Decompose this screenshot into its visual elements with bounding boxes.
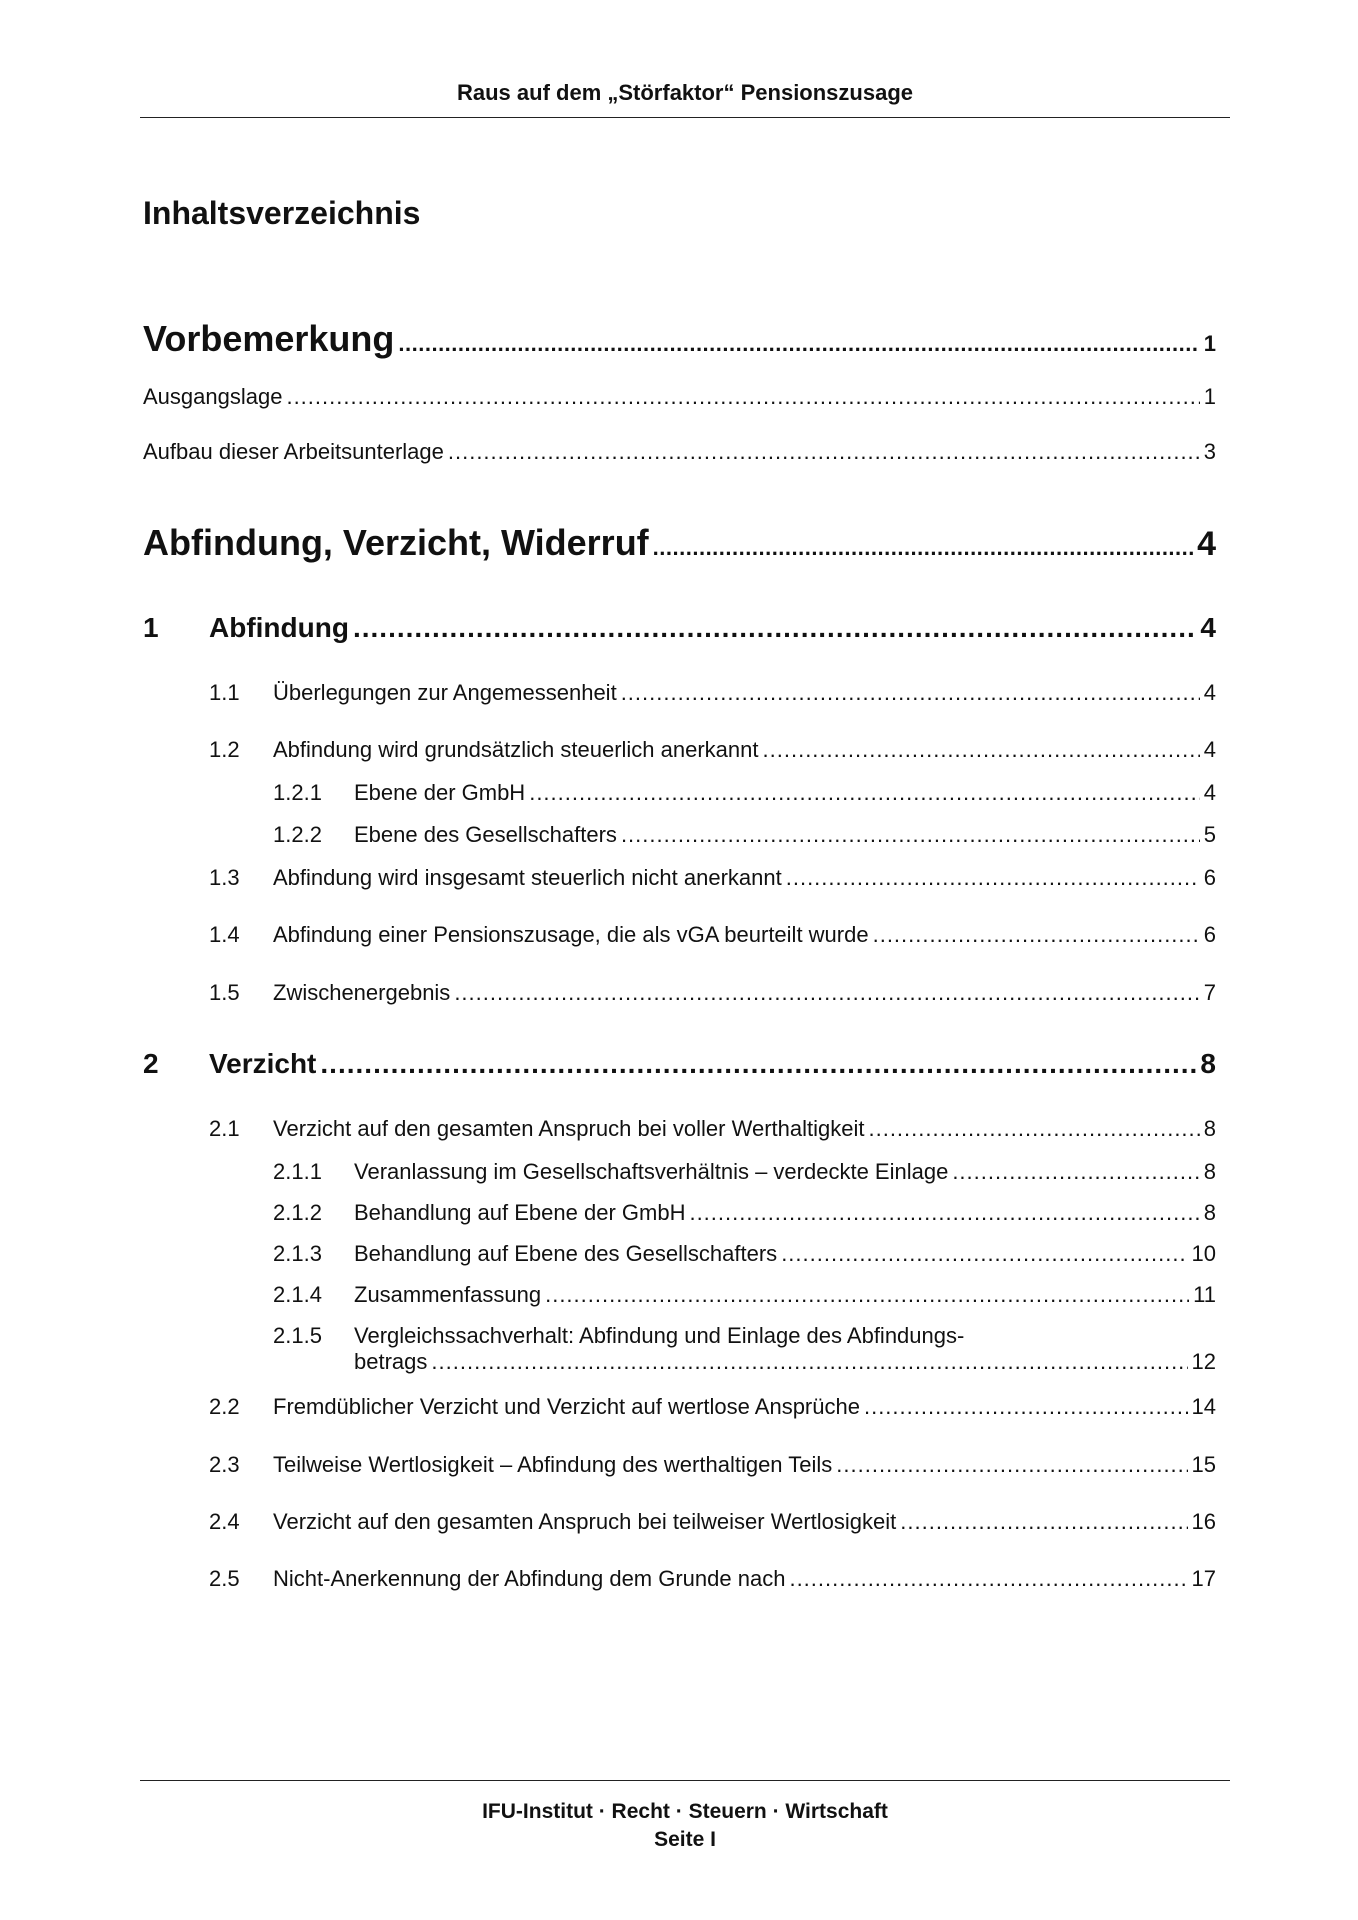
toc-entry-number: 1.2.1: [273, 780, 322, 805]
toc-page-number: 4: [1200, 612, 1216, 643]
toc-entry-number: 1.1: [209, 680, 240, 705]
toc-entry-title: Zusammenfassung: [354, 1282, 542, 1307]
toc-page-number: 15: [1191, 1452, 1216, 1477]
toc-entry-abfindung-verzicht-widerruf[interactable]: [143, 522, 1216, 564]
toc-entry-chapter-1[interactable]: [143, 612, 1216, 644]
toc-leader: [286, 384, 1199, 410]
toc-entry-title: Behandlung auf Ebene der GmbH: [354, 1200, 686, 1225]
toc-page-number: 1: [1203, 331, 1216, 356]
toc-page-number: 4: [1203, 780, 1216, 805]
toc-page-number: 6: [1203, 865, 1216, 890]
toc-entry-2-5[interactable]: [209, 1566, 1216, 1592]
toc-leader: [353, 612, 1196, 644]
toc-page-number: 6: [1203, 922, 1216, 947]
toc-entry-title: Abfindung wird insgesamt steuerlich nicht anerkannt: [273, 865, 782, 890]
toc-entry-2-3[interactable]: [209, 1452, 1216, 1478]
toc-page-number: 4: [1203, 680, 1216, 705]
toc-entry-number: 2.3: [209, 1452, 240, 1477]
toc-entry-number: 1.5: [209, 980, 240, 1005]
toc-leader: [873, 922, 1200, 948]
toc-entry-number: 2.1.2: [273, 1200, 322, 1225]
toc-leader: [529, 780, 1200, 806]
toc-entry-title: Behandlung auf Ebene des Gesellschafters: [354, 1241, 778, 1266]
toc-leader: [952, 1159, 1199, 1185]
toc-leader: [454, 980, 1199, 1006]
toc-entry-number: 1.3: [209, 865, 240, 890]
footer-institute: IFU-Institut · Recht · Steuern · Wirtschaft: [482, 1800, 888, 1823]
toc-entry-title: Verzicht auf den gesamten Anspruch bei voller Werthaltigkeit: [273, 1116, 865, 1141]
toc-entry-ausgangslage[interactable]: [143, 384, 1216, 410]
toc-page-number: 7: [1203, 980, 1216, 1005]
toc-entry-title: Verzicht: [209, 1048, 317, 1079]
toc-entry-title: Zwischenergebnis: [273, 980, 451, 1005]
toc-entry-title: Vergleichssachverhalt: Abfindung und Einlage des Abfindungs-: [354, 1323, 965, 1348]
footer-page-label: Seite I: [654, 1828, 716, 1851]
toc-leader: [836, 1452, 1187, 1478]
toc-page-number: 8: [1203, 1159, 1216, 1184]
toc-entry-number: 2.5: [209, 1566, 240, 1591]
toc-entry-1-2-2[interactable]: [273, 822, 1216, 848]
toc-leader: [621, 822, 1200, 848]
toc-leader: [431, 1349, 1187, 1375]
toc-entry-title: Überlegungen zur Angemessenheit: [273, 680, 617, 705]
toc-entry-1-5[interactable]: [209, 980, 1216, 1006]
toc-entry-number: 2.4: [209, 1509, 240, 1534]
toc-leader: [621, 680, 1200, 706]
toc-page-number: 11: [1193, 1282, 1216, 1307]
toc-page-number: 10: [1191, 1241, 1216, 1266]
toc-entry-number: 1.2.2: [273, 822, 322, 847]
toc-entry-number: 2.1.4: [273, 1282, 322, 1307]
toc-entry-number: 2.1.3: [273, 1241, 322, 1266]
toc-entry-1-1[interactable]: [209, 680, 1216, 706]
toc-entry-title: Abfindung einer Pensionszusage, die als vGA beurteilt wurde: [273, 922, 869, 947]
toc-entry-title: Ebene des Gesellschafters: [354, 822, 617, 847]
toc-page-number: 5: [1203, 822, 1216, 847]
toc-entry-title: Verzicht auf den gesamten Anspruch bei teilweiser Wertlosigkeit: [273, 1509, 897, 1534]
toc-entry-title: Abfindung wird grundsätzlich steuerlich anerkannt: [273, 737, 759, 762]
toc-entry-title: Aufbau dieser Arbeitsunterlage: [143, 439, 444, 464]
toc-entry-number: 2.1.5: [273, 1323, 322, 1348]
toc-entry-2-2[interactable]: [209, 1394, 1216, 1420]
toc-entry-title: Abfindung, Verzicht, Widerruf: [143, 522, 649, 563]
toc-page-number: 8: [1203, 1200, 1216, 1225]
toc-entry-title: Fremdüblicher Verzicht und Verzicht auf wertlose Ansprüche: [273, 1394, 860, 1419]
toc-entry-chapter-2[interactable]: [143, 1048, 1216, 1080]
toc-entry-1-3[interactable]: [209, 865, 1216, 891]
toc-leader: [763, 737, 1200, 763]
toc-leader: [900, 1509, 1187, 1535]
toc-page-number: 4: [1203, 737, 1216, 762]
toc-leader: [320, 1048, 1196, 1080]
toc-page-number: 4: [1197, 525, 1216, 563]
toc-entry-2-1-3[interactable]: [273, 1241, 1216, 1267]
toc-leader: [789, 1566, 1187, 1592]
toc-page-number: 12: [1191, 1349, 1216, 1374]
toc-entry-number: 2.2: [209, 1394, 240, 1419]
toc-entry-title: Abfindung: [209, 612, 349, 643]
toc-page-number: 3: [1203, 439, 1216, 464]
toc-entry-1-4[interactable]: [209, 922, 1216, 948]
toc-entry-title: Teilweise Wertlosigkeit – Abfindung des werthaltigen Teils: [273, 1452, 833, 1477]
toc-entry-title: Veranlassung im Gesellschaftsverhältnis – verdeckte Einlage: [354, 1159, 949, 1184]
toc-entry-number: 2.1: [209, 1116, 240, 1141]
toc-entry-title-continued: betrags: [354, 1349, 428, 1374]
toc-entry-title: Nicht-Anerkennung der Abfindung dem Grunde nach: [273, 1566, 786, 1591]
toc-page-number: 17: [1191, 1566, 1216, 1591]
toc-leader: [864, 1394, 1188, 1420]
toc-entry-number: 1.2: [209, 737, 240, 762]
running-header: Raus auf dem „Störfaktor“ Pensionszusage: [457, 80, 913, 105]
toc-entry-title: Vorbemerkung: [143, 318, 395, 359]
toc-page-number: 14: [1191, 1394, 1216, 1419]
toc-page-number: 16: [1191, 1509, 1216, 1534]
toc-page-number: 8: [1203, 1116, 1216, 1141]
toc-page-number: 8: [1200, 1048, 1216, 1079]
toc-leader: [653, 535, 1193, 561]
toc-entry-2-1-2[interactable]: [273, 1200, 1216, 1226]
toc-entry-vorbemerkung[interactable]: [143, 318, 1216, 360]
toc-leader: [689, 1200, 1199, 1226]
toc-entry-title: Ausgangslage: [143, 384, 283, 409]
toc-leader: [448, 439, 1200, 465]
toc-entry-2-1-1[interactable]: [273, 1159, 1216, 1185]
toc-entry-number: 1: [143, 612, 159, 643]
toc-entry-aufbau[interactable]: [143, 439, 1216, 465]
toc-entry-2-4[interactable]: [209, 1509, 1216, 1535]
toc-entry-1-2[interactable]: [209, 737, 1216, 763]
toc-entry-2-1[interactable]: [209, 1116, 1216, 1142]
toc-entry-number: 2.1.1: [273, 1159, 322, 1184]
toc-leader: [786, 865, 1200, 891]
footer-rule: [140, 1780, 1230, 1781]
toc-entry-2-1-4[interactable]: [273, 1282, 1216, 1308]
toc-entry-2-1-5[interactable]: [273, 1323, 1216, 1375]
toc-entry-1-2-1[interactable]: [273, 780, 1216, 806]
toc-page-number: 1: [1203, 384, 1216, 409]
toc-entry-number: 1.4: [209, 922, 240, 947]
toc-leader: [398, 331, 1199, 357]
toc-leader: [868, 1116, 1199, 1142]
toc-entry-title: Ebene der GmbH: [354, 780, 526, 805]
toc-entry-number: 2: [143, 1048, 159, 1079]
toc-leader: [545, 1282, 1189, 1308]
toc-leader: [781, 1241, 1187, 1267]
toc-heading: Inhaltsverzeichnis: [143, 195, 421, 231]
